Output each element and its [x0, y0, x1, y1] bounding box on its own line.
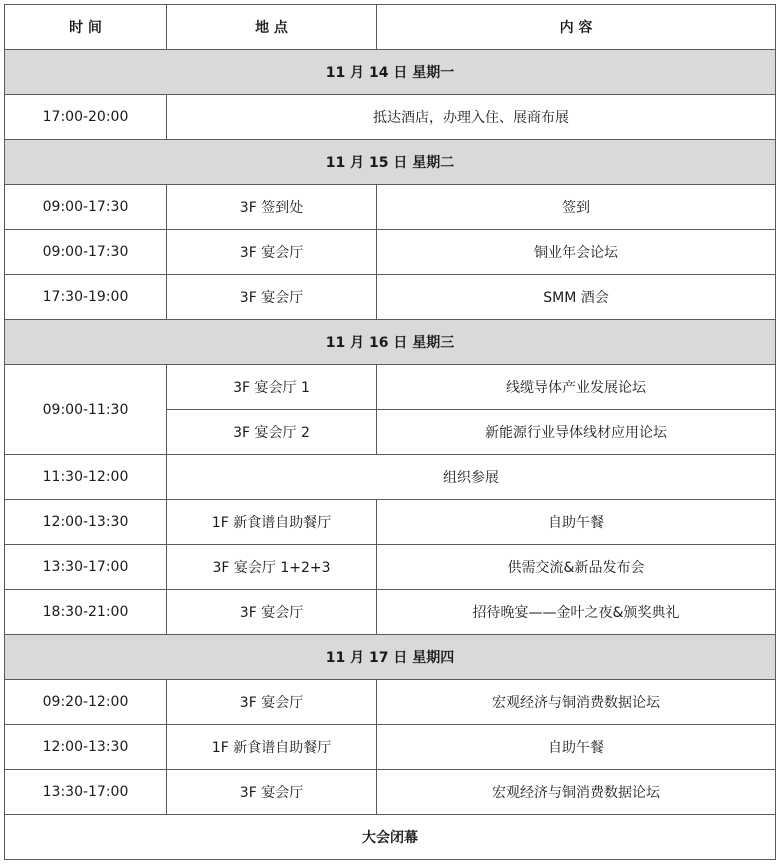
content-cell: 线缆导体产业发展论坛 — [377, 365, 776, 410]
day-label: 11 月 16 日 星期三 — [5, 320, 776, 365]
day-label: 11 月 17 日 星期四 — [5, 635, 776, 680]
closing-label: 大会闭幕 — [5, 815, 776, 860]
place-cell: 3F 宴会厅 — [167, 275, 377, 320]
header-row — [5, 5, 776, 50]
place-cell: 3F 宴会厅 — [167, 680, 377, 725]
place-cell: 3F 宴会厅 2 — [167, 410, 377, 455]
day-label: 11 月 15 日 星期二 — [5, 140, 776, 185]
place-cell: 3F 宴会厅 — [167, 590, 377, 635]
time-cell: 09:00-17:30 — [5, 185, 167, 230]
place-cell: 1F 新食谱自助餐厅 — [167, 500, 377, 545]
content-cell: 自助午餐 — [377, 725, 776, 770]
header-time: 时 间 — [5, 5, 167, 50]
header-content: 内 容 — [377, 5, 776, 50]
content-cell: 招待晚宴——金叶之夜&颁奖典礼 — [377, 590, 776, 635]
place-cell: 3F 签到处 — [167, 185, 377, 230]
content-cell: 签到 — [377, 185, 776, 230]
place-cell: 3F 宴会厅 — [167, 770, 377, 815]
time-cell: 09:20-12:00 — [5, 680, 167, 725]
table-row — [5, 500, 776, 545]
time-cell: 12:00-13:30 — [5, 500, 167, 545]
content-cell: 宏观经济与铜消费数据论坛 — [377, 680, 776, 725]
day-row-14 — [5, 50, 776, 95]
place-cell: 3F 宴会厅 1 — [167, 365, 377, 410]
table-row — [5, 545, 776, 590]
table-row — [5, 725, 776, 770]
table-row — [5, 680, 776, 725]
content-cell: 新能源行业导体线材应用论坛 — [377, 410, 776, 455]
time-cell: 17:00-20:00 — [5, 95, 167, 140]
table-row — [5, 185, 776, 230]
content-cell: 抵达酒店，办理入住、展商布展 — [167, 95, 776, 140]
header-place: 地 点 — [167, 5, 377, 50]
content-cell: 铜业年会论坛 — [377, 230, 776, 275]
time-cell: 11:30-12:00 — [5, 455, 167, 500]
day-row-15 — [5, 140, 776, 185]
time-cell: 17:30-19:00 — [5, 275, 167, 320]
day-row-17 — [5, 635, 776, 680]
time-cell: 18:30-21:00 — [5, 590, 167, 635]
table-row — [5, 365, 776, 410]
schedule-table — [4, 4, 776, 860]
table-row — [5, 455, 776, 500]
time-cell: 09:00-17:30 — [5, 230, 167, 275]
table-row — [5, 95, 776, 140]
place-cell: 3F 宴会厅 — [167, 230, 377, 275]
table-row — [5, 230, 776, 275]
time-cell: 09:00-11:30 — [5, 365, 167, 455]
time-cell: 13:30-17:00 — [5, 770, 167, 815]
closing-row — [5, 815, 776, 860]
content-cell: SMM 酒会 — [377, 275, 776, 320]
day-row-16 — [5, 320, 776, 365]
time-cell: 13:30-17:00 — [5, 545, 167, 590]
content-cell: 组织参展 — [167, 455, 776, 500]
content-cell: 供需交流&新品发布会 — [377, 545, 776, 590]
table-row — [5, 770, 776, 815]
table-row — [5, 275, 776, 320]
day-label: 11 月 14 日 星期一 — [5, 50, 776, 95]
time-cell: 12:00-13:30 — [5, 725, 167, 770]
content-cell: 自助午餐 — [377, 500, 776, 545]
table-row — [5, 590, 776, 635]
place-cell: 1F 新食谱自助餐厅 — [167, 725, 377, 770]
place-cell: 3F 宴会厅 1+2+3 — [167, 545, 377, 590]
content-cell: 宏观经济与铜消费数据论坛 — [377, 770, 776, 815]
